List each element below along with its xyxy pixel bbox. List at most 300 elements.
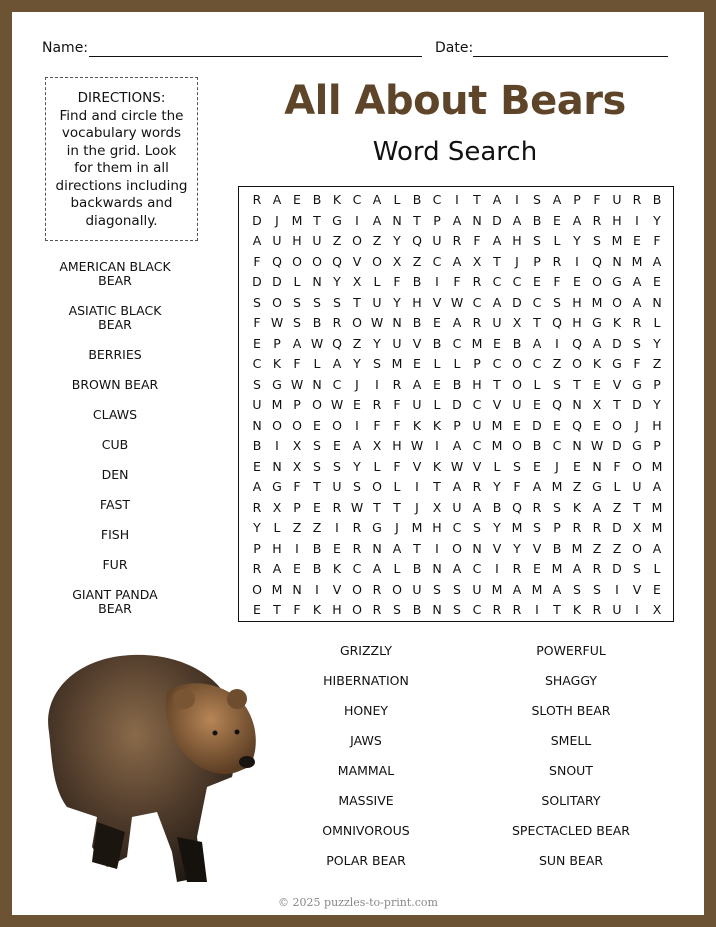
grid-letter[interactable]: O bbox=[512, 356, 522, 371]
grid-letter[interactable]: K bbox=[332, 192, 342, 207]
grid-letter[interactable]: N bbox=[272, 458, 282, 474]
grid-letter[interactable]: E bbox=[253, 335, 261, 351]
grid-letter[interactable]: T bbox=[493, 376, 501, 392]
grid-letter[interactable]: D bbox=[272, 274, 282, 289]
grid-letter[interactable]: X bbox=[292, 458, 302, 474]
grid-letter[interactable]: H bbox=[572, 294, 582, 310]
grid-letter[interactable]: Q bbox=[552, 315, 562, 330]
grid-letter[interactable]: C bbox=[492, 274, 502, 289]
grid-letter[interactable]: Q bbox=[572, 417, 582, 433]
grid-letter[interactable]: B bbox=[552, 540, 562, 556]
grid-letter[interactable]: A bbox=[372, 561, 382, 576]
grid-letter[interactable]: E bbox=[653, 581, 661, 597]
grid-letter[interactable]: O bbox=[512, 376, 522, 392]
grid-letter[interactable]: V bbox=[492, 397, 502, 412]
grid-letter[interactable]: S bbox=[393, 602, 401, 617]
grid-letter[interactable]: I bbox=[355, 417, 359, 433]
grid-letter[interactable]: I bbox=[435, 540, 439, 556]
grid-letter[interactable]: M bbox=[411, 520, 423, 535]
grid-letter[interactable]: I bbox=[375, 376, 379, 392]
grid-letter[interactable]: Z bbox=[612, 499, 622, 515]
grid-letter[interactable]: C bbox=[552, 438, 562, 453]
grid-letter[interactable]: T bbox=[393, 499, 401, 515]
grid-letter[interactable]: R bbox=[632, 315, 642, 330]
grid-letter[interactable]: A bbox=[452, 561, 462, 576]
grid-letter[interactable]: U bbox=[452, 499, 462, 515]
grid-letter[interactable]: M bbox=[651, 499, 663, 515]
grid-letter[interactable]: M bbox=[531, 581, 543, 597]
grid-letter[interactable]: R bbox=[332, 499, 342, 515]
grid-letter[interactable]: M bbox=[491, 581, 503, 597]
grid-letter[interactable]: V bbox=[612, 376, 622, 392]
grid-letter[interactable]: R bbox=[492, 602, 502, 617]
grid-letter[interactable]: R bbox=[472, 315, 482, 330]
grid-letter[interactable]: Z bbox=[592, 540, 602, 556]
grid-letter[interactable]: B bbox=[412, 315, 422, 330]
grid-letter[interactable]: M bbox=[651, 520, 663, 535]
grid-letter[interactable]: J bbox=[395, 520, 399, 535]
grid-letter[interactable]: N bbox=[472, 212, 482, 228]
grid-letter[interactable]: I bbox=[315, 581, 319, 597]
grid-letter[interactable]: E bbox=[493, 335, 501, 351]
grid-letter[interactable]: R bbox=[592, 520, 602, 535]
grid-letter[interactable]: H bbox=[652, 417, 662, 433]
grid-letter[interactable]: F bbox=[393, 397, 401, 412]
grid-letter[interactable]: A bbox=[452, 479, 462, 494]
grid-letter[interactable]: A bbox=[512, 581, 522, 597]
grid-letter[interactable]: R bbox=[472, 479, 482, 494]
grid-letter[interactable]: S bbox=[593, 233, 601, 248]
grid-letter[interactable]: O bbox=[632, 458, 642, 474]
grid-letter[interactable]: W bbox=[350, 499, 364, 515]
grid-letter[interactable]: A bbox=[572, 561, 582, 576]
grid-letter[interactable]: A bbox=[652, 253, 662, 269]
grid-letter[interactable]: Y bbox=[513, 540, 521, 556]
grid-letter[interactable]: T bbox=[313, 212, 321, 228]
grid-letter[interactable]: R bbox=[352, 520, 362, 535]
grid-letter[interactable]: N bbox=[392, 212, 402, 228]
grid-letter[interactable]: M bbox=[491, 417, 503, 433]
grid-letter[interactable]: M bbox=[511, 520, 523, 535]
grid-letter[interactable]: P bbox=[473, 356, 481, 371]
grid-letter[interactable]: S bbox=[593, 581, 601, 597]
grid-letter[interactable]: K bbox=[572, 602, 582, 617]
grid-letter[interactable]: Y bbox=[333, 274, 341, 289]
grid-letter[interactable]: O bbox=[372, 479, 382, 494]
grid-letter[interactable]: R bbox=[252, 499, 262, 515]
grid-letter[interactable]: G bbox=[372, 520, 382, 535]
grid-letter[interactable]: N bbox=[292, 581, 302, 597]
grid-letter[interactable]: A bbox=[372, 192, 382, 207]
grid-letter[interactable]: M bbox=[611, 233, 623, 248]
grid-letter[interactable]: S bbox=[533, 192, 541, 207]
grid-letter[interactable]: S bbox=[533, 520, 541, 535]
grid-letter[interactable]: E bbox=[293, 561, 301, 576]
grid-letter[interactable]: E bbox=[533, 397, 541, 412]
grid-letter[interactable]: O bbox=[312, 397, 322, 412]
grid-letter[interactable]: Q bbox=[332, 253, 342, 269]
grid-letter[interactable]: X bbox=[292, 438, 302, 453]
grid-letter[interactable]: C bbox=[332, 376, 342, 392]
grid-letter[interactable]: B bbox=[532, 438, 542, 453]
grid-letter[interactable]: A bbox=[292, 335, 302, 351]
grid-letter[interactable]: D bbox=[452, 397, 462, 412]
grid-letter[interactable]: C bbox=[432, 192, 442, 207]
grid-letter[interactable]: B bbox=[312, 315, 322, 330]
grid-letter[interactable]: F bbox=[513, 479, 521, 494]
grid-letter[interactable]: I bbox=[295, 540, 299, 556]
grid-letter[interactable]: O bbox=[512, 438, 522, 453]
grid-letter[interactable]: F bbox=[373, 417, 381, 433]
grid-letter[interactable]: R bbox=[372, 397, 382, 412]
grid-letter[interactable]: M bbox=[271, 397, 283, 412]
grid-letter[interactable]: E bbox=[653, 274, 661, 289]
grid-letter[interactable]: X bbox=[352, 274, 362, 289]
grid-letter[interactable]: Y bbox=[353, 356, 361, 371]
grid-letter[interactable]: Y bbox=[373, 335, 381, 351]
grid-letter[interactable]: M bbox=[651, 458, 663, 474]
grid-letter[interactable]: O bbox=[612, 294, 622, 310]
grid-letter[interactable]: T bbox=[373, 499, 381, 515]
grid-letter[interactable]: A bbox=[332, 356, 342, 371]
grid-letter[interactable]: F bbox=[253, 315, 261, 330]
grid-letter[interactable]: N bbox=[592, 458, 602, 474]
grid-letter[interactable]: Y bbox=[493, 520, 501, 535]
grid-letter[interactable]: K bbox=[332, 561, 342, 576]
grid-letter[interactable]: A bbox=[652, 479, 662, 494]
grid-letter[interactable]: B bbox=[312, 540, 322, 556]
grid-letter[interactable]: E bbox=[353, 397, 361, 412]
grid-letter[interactable]: J bbox=[275, 212, 279, 228]
grid-letter[interactable]: Z bbox=[612, 540, 622, 556]
grid-letter[interactable]: D bbox=[252, 274, 262, 289]
grid-letter[interactable]: S bbox=[513, 458, 521, 474]
grid-letter[interactable]: Z bbox=[312, 520, 322, 535]
grid-letter[interactable]: S bbox=[373, 356, 381, 371]
grid-letter[interactable]: Y bbox=[353, 458, 361, 474]
grid-letter[interactable]: X bbox=[392, 253, 402, 269]
grid-letter[interactable]: Z bbox=[332, 233, 342, 248]
grid-letter[interactable]: O bbox=[252, 581, 262, 597]
grid-letter[interactable]: H bbox=[412, 294, 422, 310]
grid-letter[interactable]: Q bbox=[592, 253, 602, 269]
grid-letter[interactable]: H bbox=[392, 438, 402, 453]
grid-letter[interactable]: B bbox=[532, 212, 542, 228]
grid-letter[interactable]: A bbox=[392, 540, 402, 556]
grid-letter[interactable]: V bbox=[352, 253, 362, 269]
grid-letter[interactable]: A bbox=[532, 335, 542, 351]
grid-letter[interactable]: I bbox=[355, 212, 359, 228]
grid-letter[interactable]: A bbox=[452, 438, 462, 453]
grid-letter[interactable]: C bbox=[472, 397, 482, 412]
grid-letter[interactable]: A bbox=[572, 212, 582, 228]
grid-letter[interactable]: A bbox=[452, 212, 462, 228]
grid-letter[interactable]: U bbox=[612, 602, 622, 617]
grid-letter[interactable]: A bbox=[372, 212, 382, 228]
grid-letter[interactable]: R bbox=[512, 602, 522, 617]
grid-letter[interactable]: I bbox=[455, 192, 459, 207]
grid-letter[interactable]: K bbox=[412, 417, 422, 433]
grid-letter[interactable]: D bbox=[512, 294, 522, 310]
grid-letter[interactable]: I bbox=[435, 438, 439, 453]
grid-letter[interactable]: N bbox=[252, 417, 262, 433]
grid-letter[interactable]: R bbox=[392, 376, 402, 392]
grid-letter[interactable]: U bbox=[372, 294, 382, 310]
grid-letter[interactable]: S bbox=[473, 520, 481, 535]
grid-letter[interactable]: S bbox=[293, 315, 301, 330]
grid-letter[interactable]: E bbox=[413, 356, 421, 371]
grid-letter[interactable]: B bbox=[412, 274, 422, 289]
grid-letter[interactable]: Y bbox=[393, 294, 401, 310]
grid-letter[interactable]: S bbox=[253, 294, 261, 310]
grid-letter[interactable]: C bbox=[472, 294, 482, 310]
grid-letter[interactable]: V bbox=[472, 458, 482, 474]
grid-letter[interactable]: L bbox=[493, 458, 501, 474]
grid-letter[interactable]: M bbox=[591, 294, 603, 310]
grid-letter[interactable]: A bbox=[492, 233, 502, 248]
grid-letter[interactable]: I bbox=[635, 602, 639, 617]
grid-letter[interactable]: K bbox=[612, 315, 622, 330]
grid-letter[interactable]: G bbox=[592, 479, 602, 494]
grid-letter[interactable]: A bbox=[272, 192, 282, 207]
grid-letter[interactable]: L bbox=[653, 561, 661, 576]
grid-letter[interactable]: B bbox=[452, 376, 462, 392]
grid-letter[interactable]: W bbox=[410, 438, 424, 453]
grid-letter[interactable]: H bbox=[332, 602, 342, 617]
grid-letter[interactable]: O bbox=[592, 274, 602, 289]
grid-letter[interactable]: U bbox=[632, 479, 642, 494]
grid-letter[interactable]: R bbox=[632, 192, 642, 207]
grid-letter[interactable]: B bbox=[512, 335, 522, 351]
grid-letter[interactable]: S bbox=[553, 294, 561, 310]
grid-letter[interactable]: Y bbox=[653, 212, 661, 228]
grid-letter[interactable]: S bbox=[313, 438, 321, 453]
grid-letter[interactable]: A bbox=[552, 581, 562, 597]
grid-letter[interactable]: V bbox=[412, 458, 422, 474]
grid-letter[interactable]: B bbox=[252, 438, 262, 453]
grid-letter[interactable]: E bbox=[573, 274, 581, 289]
grid-letter[interactable]: N bbox=[312, 376, 322, 392]
grid-letter[interactable]: T bbox=[433, 479, 441, 494]
grid-letter[interactable]: T bbox=[573, 376, 581, 392]
grid-letter[interactable]: H bbox=[612, 212, 622, 228]
grid-letter[interactable]: R bbox=[592, 602, 602, 617]
grid-letter[interactable]: E bbox=[533, 561, 541, 576]
grid-letter[interactable]: R bbox=[332, 315, 342, 330]
grid-letter[interactable]: Z bbox=[652, 356, 662, 371]
grid-letter[interactable]: G bbox=[272, 479, 282, 494]
grid-letter[interactable]: Q bbox=[552, 397, 562, 412]
grid-letter[interactable]: N bbox=[372, 540, 382, 556]
grid-letter[interactable]: N bbox=[572, 438, 582, 453]
grid-letter[interactable]: W bbox=[370, 315, 384, 330]
grid-letter[interactable]: B bbox=[312, 561, 322, 576]
grid-letter[interactable]: S bbox=[533, 233, 541, 248]
grid-letter[interactable]: A bbox=[552, 192, 562, 207]
grid-letter[interactable]: U bbox=[412, 581, 422, 597]
grid-letter[interactable]: W bbox=[450, 458, 464, 474]
grid-letter[interactable]: V bbox=[492, 540, 502, 556]
grid-letter[interactable]: S bbox=[553, 499, 561, 515]
grid-letter[interactable]: K bbox=[432, 417, 442, 433]
grid-letter[interactable]: C bbox=[532, 356, 542, 371]
grid-letter[interactable]: T bbox=[553, 602, 561, 617]
grid-letter[interactable]: P bbox=[553, 520, 561, 535]
grid-letter[interactable]: T bbox=[473, 192, 481, 207]
grid-letter[interactable]: L bbox=[373, 274, 381, 289]
grid-letter[interactable]: J bbox=[635, 417, 639, 433]
grid-letter[interactable]: O bbox=[352, 233, 362, 248]
grid-letter[interactable]: C bbox=[252, 356, 262, 371]
grid-letter[interactable]: M bbox=[271, 581, 283, 597]
grid-letter[interactable]: Y bbox=[653, 335, 661, 351]
grid-letter[interactable]: E bbox=[513, 417, 521, 433]
grid-letter[interactable]: A bbox=[272, 561, 282, 576]
grid-letter[interactable]: R bbox=[512, 561, 522, 576]
grid-letter[interactable]: D bbox=[612, 561, 622, 576]
grid-letter[interactable]: L bbox=[653, 315, 661, 330]
grid-letter[interactable]: E bbox=[593, 376, 601, 392]
grid-letter[interactable]: C bbox=[432, 253, 442, 269]
grid-letter[interactable]: R bbox=[352, 540, 362, 556]
grid-letter[interactable]: Q bbox=[332, 335, 342, 351]
grid-letter[interactable]: D bbox=[612, 520, 622, 535]
grid-letter[interactable]: L bbox=[433, 356, 441, 371]
grid-letter[interactable]: Y bbox=[653, 397, 661, 412]
grid-letter[interactable]: O bbox=[632, 540, 642, 556]
grid-letter[interactable]: R bbox=[592, 212, 602, 228]
grid-letter[interactable]: E bbox=[253, 458, 261, 474]
grid-letter[interactable]: I bbox=[515, 192, 519, 207]
grid-letter[interactable]: Y bbox=[393, 233, 401, 248]
grid-letter[interactable]: E bbox=[253, 602, 261, 617]
grid-letter[interactable]: L bbox=[453, 356, 461, 371]
grid-letter[interactable]: O bbox=[352, 602, 362, 617]
grid-letter[interactable]: O bbox=[272, 417, 282, 433]
grid-letter[interactable]: U bbox=[492, 315, 502, 330]
grid-letter[interactable]: B bbox=[412, 561, 422, 576]
grid-letter[interactable]: A bbox=[592, 335, 602, 351]
grid-letter[interactable]: A bbox=[532, 479, 542, 494]
grid-letter[interactable]: B bbox=[652, 192, 662, 207]
grid-letter[interactable]: S bbox=[313, 294, 321, 310]
grid-letter[interactable]: L bbox=[553, 233, 561, 248]
grid-letter[interactable]: X bbox=[652, 602, 662, 617]
grid-letter[interactable]: J bbox=[555, 458, 559, 474]
grid-letter[interactable]: M bbox=[631, 253, 643, 269]
grid-letter[interactable]: I bbox=[495, 561, 499, 576]
grid-letter[interactable]: B bbox=[312, 192, 322, 207]
grid-letter[interactable]: T bbox=[313, 479, 321, 494]
grid-letter[interactable]: F bbox=[293, 602, 301, 617]
grid-letter[interactable]: U bbox=[432, 233, 442, 248]
grid-letter[interactable]: M bbox=[471, 335, 483, 351]
grid-letter[interactable]: Y bbox=[573, 233, 581, 248]
grid-letter[interactable]: Z bbox=[572, 479, 582, 494]
grid-letter[interactable]: S bbox=[553, 376, 561, 392]
grid-letter[interactable]: A bbox=[452, 315, 462, 330]
grid-letter[interactable]: P bbox=[653, 438, 661, 453]
grid-letter[interactable]: P bbox=[573, 192, 581, 207]
grid-letter[interactable]: C bbox=[512, 274, 522, 289]
grid-letter[interactable]: U bbox=[412, 397, 422, 412]
grid-letter[interactable]: P bbox=[293, 499, 301, 515]
grid-letter[interactable]: S bbox=[453, 602, 461, 617]
grid-letter[interactable]: L bbox=[273, 520, 281, 535]
grid-letter[interactable]: S bbox=[633, 561, 641, 576]
grid-letter[interactable]: L bbox=[393, 561, 401, 576]
grid-letter[interactable]: A bbox=[252, 233, 262, 248]
grid-letter[interactable]: I bbox=[535, 602, 539, 617]
grid-letter[interactable]: A bbox=[472, 499, 482, 515]
grid-letter[interactable]: D bbox=[632, 397, 642, 412]
grid-letter[interactable]: T bbox=[613, 397, 621, 412]
grid-letter[interactable]: P bbox=[453, 417, 461, 433]
grid-letter[interactable]: E bbox=[433, 376, 441, 392]
grid-letter[interactable]: R bbox=[252, 561, 262, 576]
grid-letter[interactable]: C bbox=[472, 561, 482, 576]
grid-letter[interactable]: A bbox=[512, 212, 522, 228]
grid-letter[interactable]: N bbox=[572, 397, 582, 412]
grid-letter[interactable]: Z bbox=[352, 335, 362, 351]
grid-letter[interactable]: I bbox=[635, 212, 639, 228]
grid-letter[interactable]: X bbox=[472, 253, 482, 269]
grid-letter[interactable]: O bbox=[372, 253, 382, 269]
grid-letter[interactable]: X bbox=[432, 499, 442, 515]
grid-letter[interactable]: H bbox=[292, 233, 302, 248]
grid-letter[interactable]: I bbox=[415, 479, 419, 494]
grid-letter[interactable]: E bbox=[573, 458, 581, 474]
grid-letter[interactable]: R bbox=[472, 274, 482, 289]
grid-letter[interactable]: T bbox=[493, 253, 501, 269]
grid-letter[interactable]: U bbox=[272, 233, 282, 248]
grid-letter[interactable]: N bbox=[392, 315, 402, 330]
grid-letter[interactable]: A bbox=[632, 294, 642, 310]
grid-letter[interactable]: D bbox=[492, 212, 502, 228]
grid-letter[interactable]: O bbox=[292, 417, 302, 433]
grid-letter[interactable]: X bbox=[592, 397, 602, 412]
grid-letter[interactable]: G bbox=[612, 274, 622, 289]
grid-letter[interactable]: S bbox=[433, 581, 441, 597]
grid-letter[interactable]: A bbox=[632, 274, 642, 289]
grid-letter[interactable]: H bbox=[572, 315, 582, 330]
grid-letter[interactable]: H bbox=[472, 376, 482, 392]
grid-letter[interactable]: N bbox=[472, 540, 482, 556]
grid-letter[interactable]: H bbox=[272, 540, 282, 556]
grid-letter[interactable]: W bbox=[330, 397, 344, 412]
grid-letter[interactable]: R bbox=[572, 520, 582, 535]
grid-letter[interactable]: O bbox=[332, 417, 342, 433]
grid-letter[interactable]: B bbox=[412, 192, 422, 207]
grid-letter[interactable]: T bbox=[413, 540, 421, 556]
grid-letter[interactable]: A bbox=[252, 479, 262, 494]
grid-letter[interactable]: D bbox=[252, 212, 262, 228]
grid-letter[interactable]: M bbox=[491, 438, 503, 453]
grid-letter[interactable]: V bbox=[332, 581, 342, 597]
grid-letter[interactable]: O bbox=[572, 356, 582, 371]
grid-letter[interactable]: D bbox=[612, 438, 622, 453]
grid-letter[interactable]: J bbox=[515, 253, 519, 269]
grid-letter[interactable]: Y bbox=[493, 479, 501, 494]
grid-letter[interactable]: G bbox=[332, 212, 342, 228]
grid-letter[interactable]: U bbox=[512, 397, 522, 412]
grid-letter[interactable]: M bbox=[551, 561, 563, 576]
grid-letter[interactable]: V bbox=[412, 335, 422, 351]
grid-letter[interactable]: N bbox=[312, 274, 322, 289]
grid-letter[interactable]: S bbox=[573, 581, 581, 597]
grid-letter[interactable]: F bbox=[593, 192, 601, 207]
grid-letter[interactable]: R bbox=[372, 581, 382, 597]
